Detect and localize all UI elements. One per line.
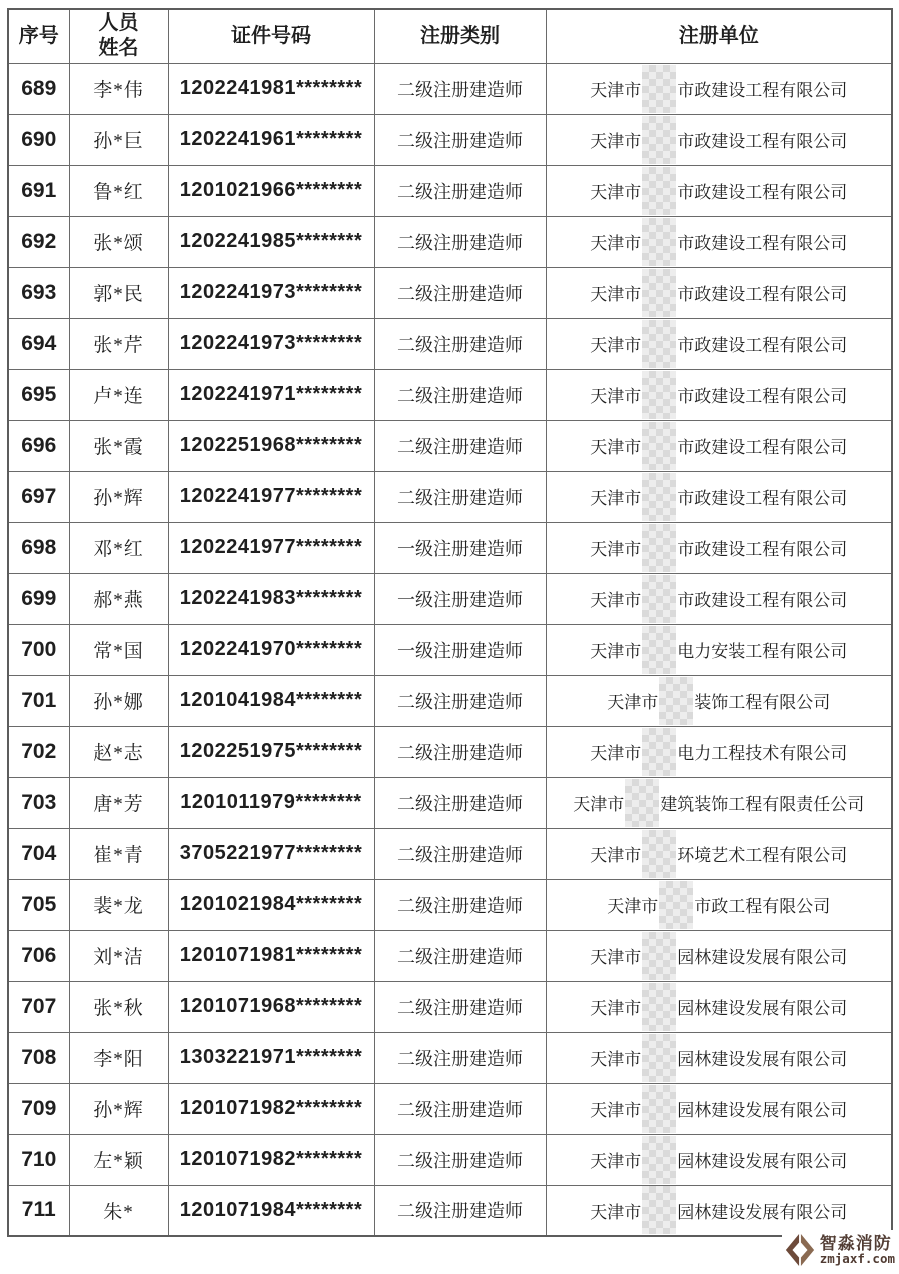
redaction-blur xyxy=(642,1186,676,1234)
table-row xyxy=(8,930,892,981)
company-suffix: 市政建设工程有限公司 xyxy=(677,540,848,559)
id-cell: 1202241977******** xyxy=(168,471,374,522)
id-cell: 1202241970******** xyxy=(168,624,374,675)
company-cell xyxy=(546,1083,892,1134)
seq-cell: 703 xyxy=(8,777,69,828)
table-row xyxy=(8,828,892,879)
seq-cell: 697 xyxy=(8,471,69,522)
seq-cell: 693 xyxy=(8,267,69,318)
header-category: 注册类别 xyxy=(374,9,546,63)
seq-cell: 709 xyxy=(8,1083,69,1134)
table-row xyxy=(8,522,892,573)
name-cell: 朱* xyxy=(69,1185,168,1236)
company-suffix: 园林建设发展有限公司 xyxy=(677,1101,848,1120)
company-suffix: 市政建设工程有限公司 xyxy=(677,285,848,304)
seq-cell: 692 xyxy=(8,216,69,267)
header-seq: 序号 xyxy=(8,9,69,63)
company-prefix: 天津市 xyxy=(607,897,659,916)
company-prefix: 天津市 xyxy=(590,744,642,763)
name-cell: 赵*志 xyxy=(69,726,168,777)
id-cell: 1202241985******** xyxy=(168,216,374,267)
name-cell: 常*国 xyxy=(69,624,168,675)
id-cell: 1201071982******** xyxy=(168,1083,374,1134)
seq-cell: 704 xyxy=(8,828,69,879)
seq-cell: 707 xyxy=(8,981,69,1032)
company-cell xyxy=(546,471,892,522)
table-row xyxy=(8,165,892,216)
seq-cell: 690 xyxy=(8,114,69,165)
redaction-blur xyxy=(659,677,693,725)
category-cell: 二级注册建造师 xyxy=(374,1083,546,1134)
table-row xyxy=(8,114,892,165)
table-row xyxy=(8,879,892,930)
company-prefix: 天津市 xyxy=(590,999,642,1018)
company-cell xyxy=(546,318,892,369)
company-prefix: 天津市 xyxy=(590,438,642,457)
company-cell xyxy=(546,1032,892,1083)
category-cell: 二级注册建造师 xyxy=(374,726,546,777)
company-cell xyxy=(546,114,892,165)
redaction-blur xyxy=(642,1085,676,1133)
name-cell: 张*霞 xyxy=(69,420,168,471)
name-cell: 李*阳 xyxy=(69,1032,168,1083)
name-cell: 孙*娜 xyxy=(69,675,168,726)
category-cell: 一级注册建造师 xyxy=(374,522,546,573)
company-prefix: 天津市 xyxy=(607,693,659,712)
table-row xyxy=(8,1185,892,1236)
company-prefix: 天津市 xyxy=(590,948,642,967)
company-cell xyxy=(546,828,892,879)
table-row xyxy=(8,675,892,726)
watermark xyxy=(782,1230,897,1270)
id-cell: 1201071982******** xyxy=(168,1134,374,1185)
category-cell: 二级注册建造师 xyxy=(374,114,546,165)
company-cell xyxy=(546,777,892,828)
table-row xyxy=(8,624,892,675)
company-cell xyxy=(546,573,892,624)
company-prefix: 天津市 xyxy=(590,1101,642,1120)
id-cell: 1202241973******** xyxy=(168,318,374,369)
category-cell: 二级注册建造师 xyxy=(374,930,546,981)
name-cell: 郝*燕 xyxy=(69,573,168,624)
name-cell: 唐*芳 xyxy=(69,777,168,828)
id-cell: 1201071981******** xyxy=(168,930,374,981)
category-cell: 二级注册建造师 xyxy=(374,1185,546,1236)
company-prefix: 天津市 xyxy=(590,846,642,865)
category-cell: 二级注册建造师 xyxy=(374,63,546,114)
name-cell: 孙*辉 xyxy=(69,471,168,522)
company-cell xyxy=(546,216,892,267)
redaction-blur xyxy=(642,1034,676,1082)
company-cell xyxy=(546,981,892,1032)
company-cell xyxy=(546,165,892,216)
seq-cell: 696 xyxy=(8,420,69,471)
company-cell xyxy=(546,267,892,318)
company-cell xyxy=(546,726,892,777)
company-cell xyxy=(546,675,892,726)
company-suffix: 市政建设工程有限公司 xyxy=(677,336,848,355)
seq-cell: 711 xyxy=(8,1185,69,1236)
watermark-url: zmjaxf.com xyxy=(819,1251,895,1267)
seq-cell: 695 xyxy=(8,369,69,420)
seq-cell: 701 xyxy=(8,675,69,726)
table-row xyxy=(8,369,892,420)
category-cell: 二级注册建造师 xyxy=(374,165,546,216)
company-suffix: 电力工程技术有限公司 xyxy=(677,744,848,763)
redaction-blur xyxy=(642,932,676,980)
name-cell: 张*芹 xyxy=(69,318,168,369)
company-prefix: 天津市 xyxy=(590,285,642,304)
name-cell: 卢*连 xyxy=(69,369,168,420)
id-cell: 1201071984******** xyxy=(168,1185,374,1236)
table-row xyxy=(8,1083,892,1134)
company-suffix: 市政建设工程有限公司 xyxy=(677,132,848,151)
company-suffix: 市政建设工程有限公司 xyxy=(677,183,848,202)
table-row xyxy=(8,1032,892,1083)
company-prefix: 天津市 xyxy=(590,540,642,559)
name-cell: 孙*巨 xyxy=(69,114,168,165)
company-suffix: 园林建设发展有限公司 xyxy=(677,948,848,967)
table-row xyxy=(8,726,892,777)
company-suffix: 环境艺术工程有限公司 xyxy=(677,846,848,865)
company-prefix: 天津市 xyxy=(590,336,642,355)
company-prefix: 天津市 xyxy=(590,591,642,610)
redaction-blur xyxy=(642,626,676,674)
company-suffix: 市政建设工程有限公司 xyxy=(677,387,848,406)
redaction-blur xyxy=(642,116,676,164)
seq-cell: 708 xyxy=(8,1032,69,1083)
company-cell xyxy=(546,1134,892,1185)
company-prefix: 天津市 xyxy=(573,795,625,814)
category-cell: 二级注册建造师 xyxy=(374,471,546,522)
redaction-blur xyxy=(642,167,676,215)
name-cell: 李*伟 xyxy=(69,63,168,114)
seq-cell: 698 xyxy=(8,522,69,573)
seq-cell: 700 xyxy=(8,624,69,675)
category-cell: 二级注册建造师 xyxy=(374,216,546,267)
name-cell: 郭*民 xyxy=(69,267,168,318)
company-prefix: 天津市 xyxy=(590,489,642,508)
seq-cell: 689 xyxy=(8,63,69,114)
registry-table xyxy=(7,8,893,1237)
company-prefix: 天津市 xyxy=(590,183,642,202)
redaction-blur xyxy=(642,422,676,470)
category-cell: 二级注册建造师 xyxy=(374,369,546,420)
company-suffix: 市政工程有限公司 xyxy=(694,897,831,916)
table-row xyxy=(8,216,892,267)
seq-cell: 694 xyxy=(8,318,69,369)
redaction-blur xyxy=(642,575,676,623)
id-cell: 1202241973******** xyxy=(168,267,374,318)
id-cell: 1202241977******** xyxy=(168,522,374,573)
name-cell: 张*秋 xyxy=(69,981,168,1032)
company-suffix: 电力安装工程有限公司 xyxy=(677,642,848,661)
header-name-line1: 人员 xyxy=(98,12,139,35)
id-cell: 1201021966******** xyxy=(168,165,374,216)
name-cell: 鲁*红 xyxy=(69,165,168,216)
id-cell: 3705221977******** xyxy=(168,828,374,879)
company-suffix: 建筑装饰工程有限责任公司 xyxy=(660,795,865,814)
company-suffix: 市政建设工程有限公司 xyxy=(677,234,848,253)
company-prefix: 天津市 xyxy=(590,1202,642,1222)
table-row xyxy=(8,267,892,318)
id-cell: 1201071968******** xyxy=(168,981,374,1032)
company-prefix: 天津市 xyxy=(590,132,642,151)
category-cell: 二级注册建造师 xyxy=(374,420,546,471)
redaction-blur xyxy=(642,728,676,776)
category-cell: 一级注册建造师 xyxy=(374,573,546,624)
table-row xyxy=(8,318,892,369)
redaction-blur xyxy=(642,371,676,419)
company-suffix: 园林建设发展有限公司 xyxy=(677,1050,848,1069)
table-row xyxy=(8,1134,892,1185)
table-row xyxy=(8,63,892,114)
table-row xyxy=(8,981,892,1032)
name-cell: 崔*青 xyxy=(69,828,168,879)
id-cell: 1201011979******** xyxy=(168,777,374,828)
id-cell: 1202241971******** xyxy=(168,369,374,420)
category-cell: 二级注册建造师 xyxy=(374,1134,546,1185)
redaction-blur xyxy=(642,473,676,521)
id-cell: 1202251968******** xyxy=(168,420,374,471)
name-cell: 裴*龙 xyxy=(69,879,168,930)
seq-cell: 691 xyxy=(8,165,69,216)
category-cell: 二级注册建造师 xyxy=(374,777,546,828)
company-suffix: 市政建设工程有限公司 xyxy=(677,591,848,610)
name-cell: 左*颖 xyxy=(69,1134,168,1185)
seq-cell: 710 xyxy=(8,1134,69,1185)
company-cell xyxy=(546,369,892,420)
company-suffix: 市政建设工程有限公司 xyxy=(677,489,848,508)
table-row xyxy=(8,573,892,624)
category-cell: 一级注册建造师 xyxy=(374,624,546,675)
redaction-blur xyxy=(642,524,676,572)
category-cell: 二级注册建造师 xyxy=(374,828,546,879)
category-cell: 二级注册建造师 xyxy=(374,267,546,318)
company-suffix: 园林建设发展有限公司 xyxy=(677,999,848,1018)
redaction-blur xyxy=(659,881,693,929)
id-cell: 1202251975******** xyxy=(168,726,374,777)
company-prefix: 天津市 xyxy=(590,387,642,406)
header-row xyxy=(8,9,892,63)
category-cell: 二级注册建造师 xyxy=(374,981,546,1032)
name-cell: 刘*洁 xyxy=(69,930,168,981)
table-row xyxy=(8,471,892,522)
company-prefix: 天津市 xyxy=(590,642,642,661)
category-cell: 二级注册建造师 xyxy=(374,1032,546,1083)
watermark-title: 智淼消防 xyxy=(819,1233,892,1253)
company-cell xyxy=(546,522,892,573)
id-cell: 1201021984******** xyxy=(168,879,374,930)
seq-cell: 702 xyxy=(8,726,69,777)
redaction-blur xyxy=(642,830,676,878)
company-cell xyxy=(546,624,892,675)
redaction-blur xyxy=(642,65,676,113)
category-cell: 二级注册建造师 xyxy=(374,675,546,726)
redaction-blur xyxy=(642,983,676,1031)
redaction-blur xyxy=(642,1136,676,1184)
company-suffix: 园林建设发展有限公司 xyxy=(677,1152,848,1171)
seq-cell: 699 xyxy=(8,573,69,624)
watermark-logo-icon xyxy=(784,1231,816,1269)
category-cell: 二级注册建造师 xyxy=(374,318,546,369)
header-name-line2: 姓名 xyxy=(98,37,139,60)
company-prefix: 天津市 xyxy=(590,81,642,100)
redaction-blur xyxy=(625,779,659,827)
id-cell: 1202241983******** xyxy=(168,573,374,624)
redaction-blur xyxy=(642,269,676,317)
company-cell xyxy=(546,63,892,114)
header-company: 注册单位 xyxy=(546,9,892,63)
seq-cell: 706 xyxy=(8,930,69,981)
id-cell: 1303221971******** xyxy=(168,1032,374,1083)
name-cell: 孙*辉 xyxy=(69,1083,168,1134)
seq-cell: 705 xyxy=(8,879,69,930)
company-cell xyxy=(546,420,892,471)
company-cell xyxy=(546,879,892,930)
company-cell xyxy=(546,1185,892,1236)
company-prefix: 天津市 xyxy=(590,234,642,253)
table-row xyxy=(8,777,892,828)
company-cell xyxy=(546,930,892,981)
company-prefix: 天津市 xyxy=(590,1050,642,1069)
header-id: 证件号码 xyxy=(168,9,374,63)
redaction-blur xyxy=(642,320,676,368)
company-suffix: 园林建设发展有限公司 xyxy=(677,1202,848,1222)
id-cell: 1202241981******** xyxy=(168,63,374,114)
company-suffix: 装饰工程有限公司 xyxy=(694,693,831,712)
category-cell: 二级注册建造师 xyxy=(374,879,546,930)
redaction-blur xyxy=(642,218,676,266)
id-cell: 1201041984******** xyxy=(168,675,374,726)
company-suffix: 市政建设工程有限公司 xyxy=(677,438,848,457)
name-cell: 邓*红 xyxy=(69,522,168,573)
company-suffix: 市政建设工程有限公司 xyxy=(677,81,848,100)
id-cell: 1202241961******** xyxy=(168,114,374,165)
company-prefix: 天津市 xyxy=(590,1152,642,1171)
header-name xyxy=(69,9,168,63)
name-cell: 张*颂 xyxy=(69,216,168,267)
table-row xyxy=(8,420,892,471)
